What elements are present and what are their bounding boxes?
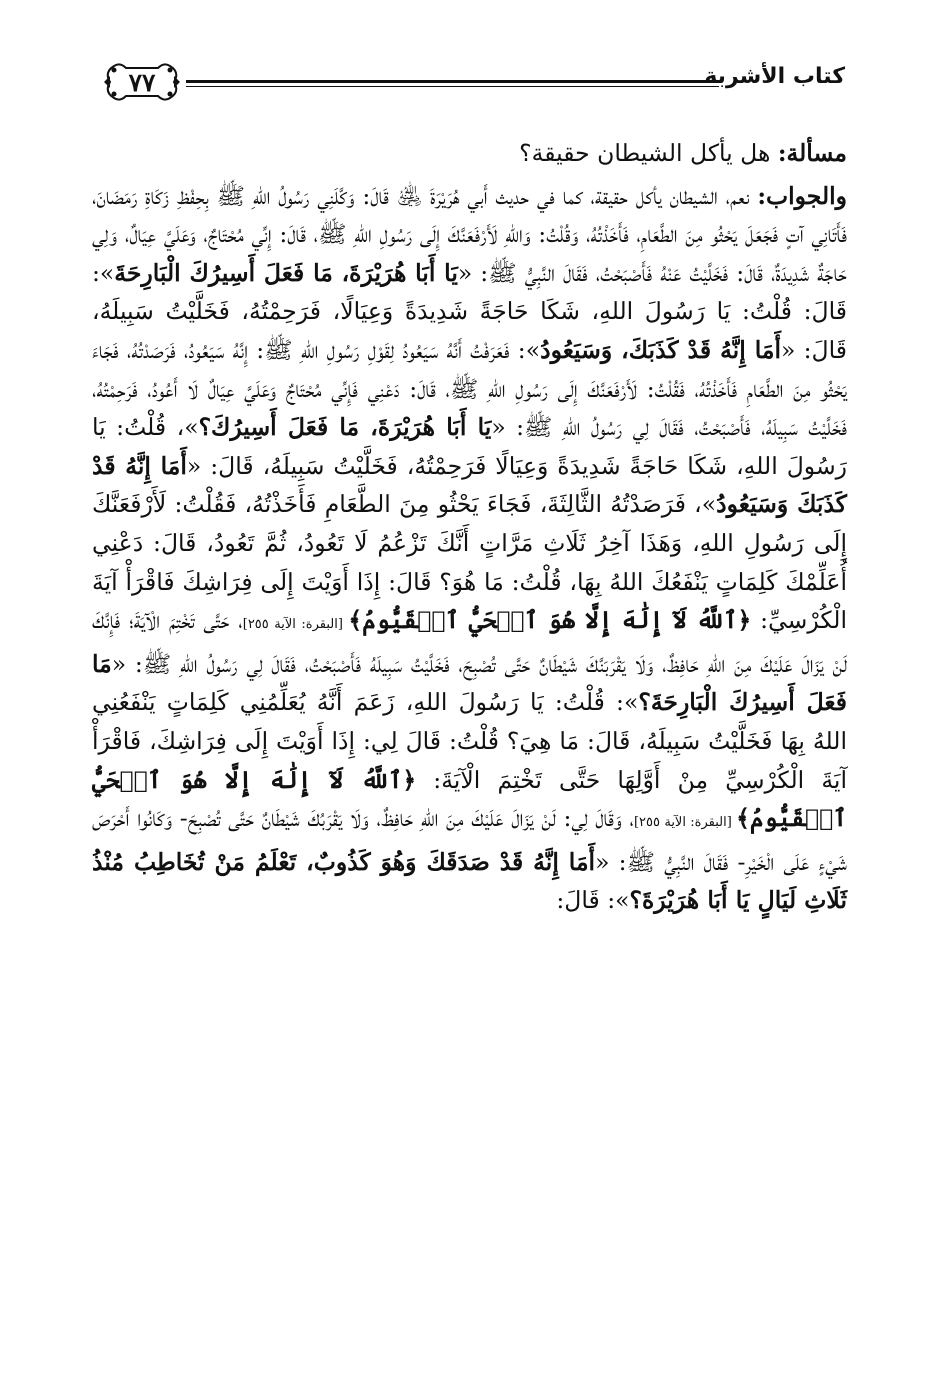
- hadith-text: »، قُلْتُ: يَا رَسُولَ اللهِ، شَكَا حَاجَةً شَدِيدَةً وَعِيَالًا فَرَحِمْتُهُ، فَخَلَّيْتُ سَبِيلَهُ، قَالَ: «: [92, 413, 847, 480]
- verse-reference: [البقرة: الآية ٢٥٥]: [242, 617, 349, 633]
- header-rule-thin: [186, 86, 719, 87]
- question-label: مسألة:: [777, 139, 847, 167]
- page-number: ٧٧: [128, 67, 156, 97]
- page-number-ornament: [100, 58, 184, 106]
- hadith-text: »: قَالَ: قُلْتُ: يَا رَسُولَ اللهِ، شَكَا حَاجَةً شَدِيدَةً وَعِيَالًا، فَرَحِمْتُهُ، فَخَلَّيْتُ سَبِيلَهُ، قَالَ: «: [92, 258, 848, 364]
- hadith-bold-phrase: يَا أَبَا هُرَيْرَةَ، مَا فَعَلَ أَسِيرُكَ؟: [198, 413, 492, 442]
- question-text: هل يأكل الشيطان حقيقة؟: [519, 139, 778, 167]
- hadith-text: ، حَتَّى تَخْتِمَ الْآيَةَ؛ فَإِنَّكَ لَنْ يَزَالَ عَلَيْكَ مِنَ اللهِ حَافِظٌ، وَلَا يَقْرَبَنَّكَ شَيْطَانٌ حَتَّى تُصْبِحَ، فَخَلَّيْتُ سَبِيلَهُ فَأَصْبَحْتُ، فَقَالَ لِي رَسُولُ اللهِ ﷺ: «: [92, 606, 847, 678]
- answer-label: والجواب:: [757, 181, 847, 210]
- answer-paragraph: [92, 177, 847, 920]
- header-rule: [186, 80, 719, 83]
- hadith-text: »، فَرَصَدْتُهُ الثَّالِثَةَ، فَجَاءَ يَحْثُو مِنَ الطَّعَامِ فَأَخَذْتُهُ، فَقُلْتُ: لَأَرْفَعَنَّكَ إِلَى رَسُولِ اللهِ، وَهَذَا آخِرُ ثَلَاثِ مَرَّاتٍ أَنَّكَ تَزْعُمُ لَا تَعُودُ، ثُمَّ تَعُودُ، قَالَ: دَعْنِي أُعَلِّمْكَ كَلِمَاتٍ يَنْفَعُكَ اللهُ بِهَا، قُلْتُ: مَا هُوَ؟ قَالَ: إِذَا أَوَيْتَ إِلَى فِرَاشِكَ فَاقْرَأْ آيَةَ الْكُرْسِيِّ:: [92, 490, 847, 635]
- hadith-bold-phrase: أَمَا إِنَّهُ قَدْ كَذَبَكَ، وَسَيَعُودُ: [540, 335, 781, 364]
- hadith-text: »: فَعَرَفْتُ أَنَّهُ سَيَعُودُ لِقَوْلِ رَسُولِ اللهِ ﷺ: إِنَّهُ سَيَعُودُ، فَرَصَدْتُهُ، فَجَاءَ يَحْثُو مِنَ الطَّعَامِ فَأَخَذْتُهُ، فَقُلْتُ: لَأَرْفَعَنَّكَ إِلَى رَسُولِ اللهِ ﷺ، قَالَ: دَعْنِي فَإِنِّي مُحْتَاجٌ وَعَلَيَّ عِيَالٌ لَا أَعُودُ، فَرَحِمْتُهُ، فَخَلَّيْتُ سَبِيلَهُ، فَأَصْبَحْتُ، فَقَالَ لِي رَسُولُ اللهِ ﷺ: «: [92, 335, 848, 442]
- quran-verse: ﴿ٱللَّهُ لَآ إِلَٰهَ إِلَّا هُوَ ٱلۡحَيُّ ٱلۡقَيُّومُ﴾: [92, 765, 847, 833]
- hadith-text: »: قُلْتُ: يَا رَسُولَ اللهِ، زَعَمَ أَنَّهُ يُعَلِّمُنِي كَلِمَاتٍ يَنْفَعُنِي اللهُ بِهَا فَخَلَّيْتُ سَبِيلَهُ، قَالَ: مَا هِيَ؟ قُلْتُ: قَالَ لِي: إِذَا أَوَيْتَ إِلَى فِرَاشِكَ، فَاقْرَأْ آيَةَ الْكُرْسِيِّ مِنْ أَوَّلِهَا حَتَّى تَخْتِمَ الْآيَةَ:: [92, 688, 847, 794]
- quran-verse: ﴿ٱللَّهُ لَآ إِلَٰهَ إِلَّا هُوَ ٱلۡحَيُّ ٱلۡقَيُّومُ﴾: [348, 606, 752, 635]
- page-body: [92, 134, 847, 920]
- running-title: كتاب الأشربة: [704, 64, 845, 89]
- hadith-text: »: قَالَ:: [556, 886, 630, 915]
- hadith-bold-phrase: أَمَا إِنَّهُ قَدْ صَدَقَكَ وَهُوَ كَذُوبٌ، تَعْلَمُ مَنْ تُخَاطِبُ مُنْذُ ثَلَاثِ لَيَالٍ يَا أَبَا هُرَيْرَةَ؟: [92, 847, 847, 915]
- hadith-text: ، وَقَالَ لِي: لَنْ يَزَالَ عَلَيْكَ مِنَ اللهِ حَافِظٌ، وَلَا يَقْرَبُكَ شَيْطَانٌ حَتَّى تُصْبِحَ- وَكَانُوا أَحْرَصَ شَيْءٍ عَلَى الْخَيْرِ- فَقَالَ النَّبِيُّ ﷺ: «: [92, 804, 848, 876]
- hadith-text: نعم، الشيطان يأكل حقيقة، كما في حديث أَبي هُرَيْرَةَ ﵁ قَالَ: وَكَّلَنِي رَسُولُ اللهِ ﷺ بِحِفْظِ زَكَاةِ رَمَضَانَ، فَأَتَانِي آتٍ فَجَعَلَ يَحْثُو مِنَ الطَّعَامِ، فَأَخَذْتُهُ، وَقُلْتُ: وَاللهِ لَأَرْفَعَنَّكَ إِلَى رَسُولِ اللهِ ﷺ، قَالَ: إِنِّي مُحْتَاجٌ، وَعَلَيَّ عِيَالٌ، وَلِي حَاجَةٌ شَدِيدَةٌ، قَالَ: فَخَلَّيْتُ عَنْهُ فَأَصْبَحْتُ، فَقَالَ النَّبِيُّ ﷺ: «: [92, 181, 847, 287]
- hadith-bold-phrase: أَمَا إِنَّهُ قَدْ كَذَبَكَ وَسَيَعُودُ: [92, 451, 848, 519]
- question-paragraph: [92, 134, 847, 173]
- hadith-bold-phrase: مَا فَعَلَ أَسِيرُكَ الْبَارِحَةَ؟: [92, 649, 847, 717]
- verse-reference: [البقرة: الآية ٢٥٥]: [633, 815, 737, 831]
- hadith-bold-phrase: يَا أَبَا هُرَيْرَةَ، مَا فَعَلَ أَسِيرُكَ الْبَارِحَةَ: [114, 258, 458, 287]
- page-header: [100, 58, 845, 108]
